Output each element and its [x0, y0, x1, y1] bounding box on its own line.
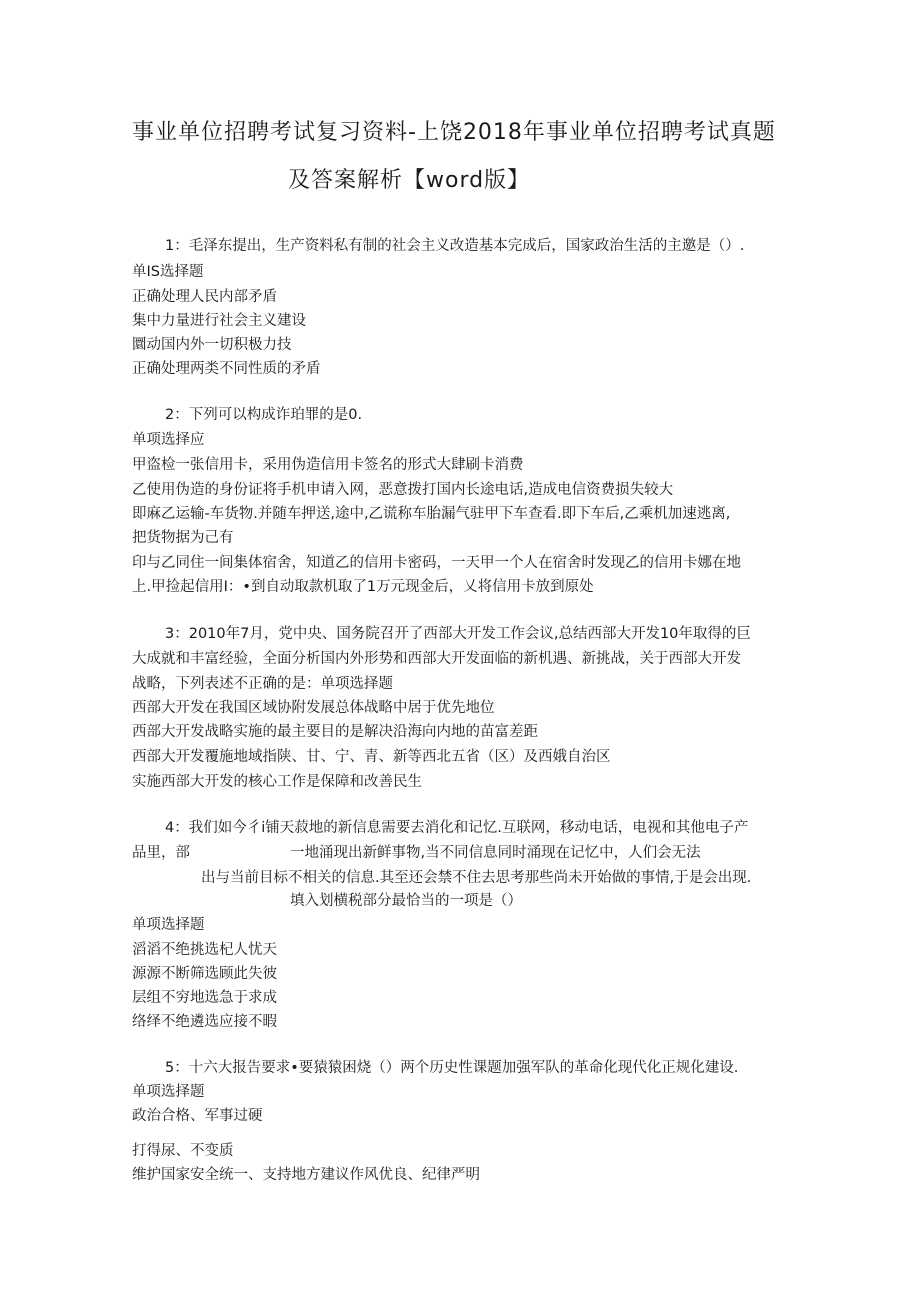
question-2-option-d: 印与乙同住一间集体宿舍，知道乙的信用卡密码，一天甲一个人在宿舍时发现乙的信用卡娜在地 — [132, 555, 741, 571]
question-3-option-b: 西部大开发战略实施的最主要目的是解决沿海向内地的苗富差距 — [132, 724, 538, 740]
question-3-option-d: 实施西部大开发的核心工作是保障和改善民生 — [132, 774, 422, 790]
question-4-option-c: 层组不穷地选急于求成 — [132, 990, 277, 1006]
question-3-stem-line-3: 战略，下列表述不正确的是：单项选择题 — [132, 676, 393, 692]
question-2-option-a: 甲盗检一张信用卡，采用伪造信用卡签名的形式大肆刷卡消费 — [132, 457, 524, 473]
question-2-option-b: 乙使用伪造的身份证将手机申请入网，恶意拨打国内长途电话,造成电信资费损失较大 — [132, 482, 674, 498]
question-2-stem: 2：下列可以构成诈珀罪的是0. — [165, 407, 363, 423]
question-4-type: 单项选择题 — [132, 917, 205, 933]
question-4-stem-line-4: 填入划横税部分最恰当的一项是（） — [290, 893, 522, 909]
question-4-option-a: 滔滔不绝挑选杞人忧天 — [132, 942, 277, 958]
question-5-option-c: 维护国家安全统一、支持地方建议作风优良、纪律严明 — [132, 1167, 480, 1183]
question-3-option-c: 西部大开发覆施地域指陕、甘、宁、青、新等西北五省（区）及西娥自治区 — [132, 749, 611, 765]
question-4-option-b: 源源不断筛选顾此失彼 — [132, 966, 277, 982]
document-title-line-2: 及答案解析【word版】 — [288, 168, 531, 193]
document-title-line-1: 事业单位招聘考试复习资料-上饶2018年事业单位招聘考试真题 — [132, 120, 776, 145]
question-2-type: 单项选择应 — [132, 432, 205, 448]
question-4-stem-line-3: 出与当前目标不相关的信息.其至还会禁不住去思考那些尚未开始做的事情,于是会出现. — [201, 870, 752, 886]
question-1-stem: 1：毛泽东提出，生产资料私有制的社会主义改造基本完成后，国家政治生活的主邀是（）. — [165, 238, 745, 254]
question-2-option-c: 即麻乙运输-车货物.并随车押送,途中,乙谎称车胎漏气驻甲下车查看.即下车后,乙乘机加速逃离, — [132, 506, 731, 522]
question-5-option-a: 政治合格、军事过硬 — [132, 1108, 263, 1124]
question-3-stem-line-2: 大成就和丰富经验，全面分析国内外形势和西部大开发面临的新机遇、新挑战，关于西部大开发 — [132, 651, 741, 667]
question-4-option-d: 络绎不绝遴选应接不暇 — [132, 1014, 277, 1030]
question-4-stem-line-2a: 品里，部 — [132, 845, 190, 861]
question-1-option-a: 正确处理人民内部矛盾 — [132, 289, 277, 305]
question-1-option-b: 集中力量进行社会主义建设 — [132, 313, 306, 329]
question-5-stem: 5：十六大报告要求•要猿猿困烧（）两个历史性课题加强军队的革命化现代化正规化建设. — [165, 1060, 739, 1076]
question-4-stem-line-1: 4：我们如今彳i铺天菽地的新信息需要去消化和记忆.互联网，移动电话，电视和其他电子产 — [165, 820, 749, 836]
question-4-stem-line-2b: 一地涌现出新鲜事物,当不同信息同时涌现在记忆中，人们会无法 — [290, 845, 701, 861]
question-1-option-d: 正确处理两类不同性质的矛盾 — [132, 361, 321, 377]
question-3-option-a: 西部大开发在我国区域协附发展总体战略中居于优先地位 — [132, 700, 495, 716]
question-2-option-d-cont: 上.甲捡起信用I：•到自动取款机取了1万元现金后，乂将信用卡放到原处 — [132, 579, 594, 595]
question-5-type: 单项选择题 — [132, 1084, 205, 1100]
question-3-stem-line-1: 3：2010年7月，党中央、国务院召开了西部大开发工作会议,总结西部大开发10年取得的巨 — [165, 626, 751, 642]
question-2-option-c-cont: 把货物据为己有 — [132, 530, 234, 546]
question-1-option-c: 圜动国内外一切积极力技 — [132, 337, 292, 353]
question-1-type: 单IS选择题 — [132, 264, 204, 280]
question-5-option-b: 打得尿、不变质 — [132, 1143, 234, 1159]
